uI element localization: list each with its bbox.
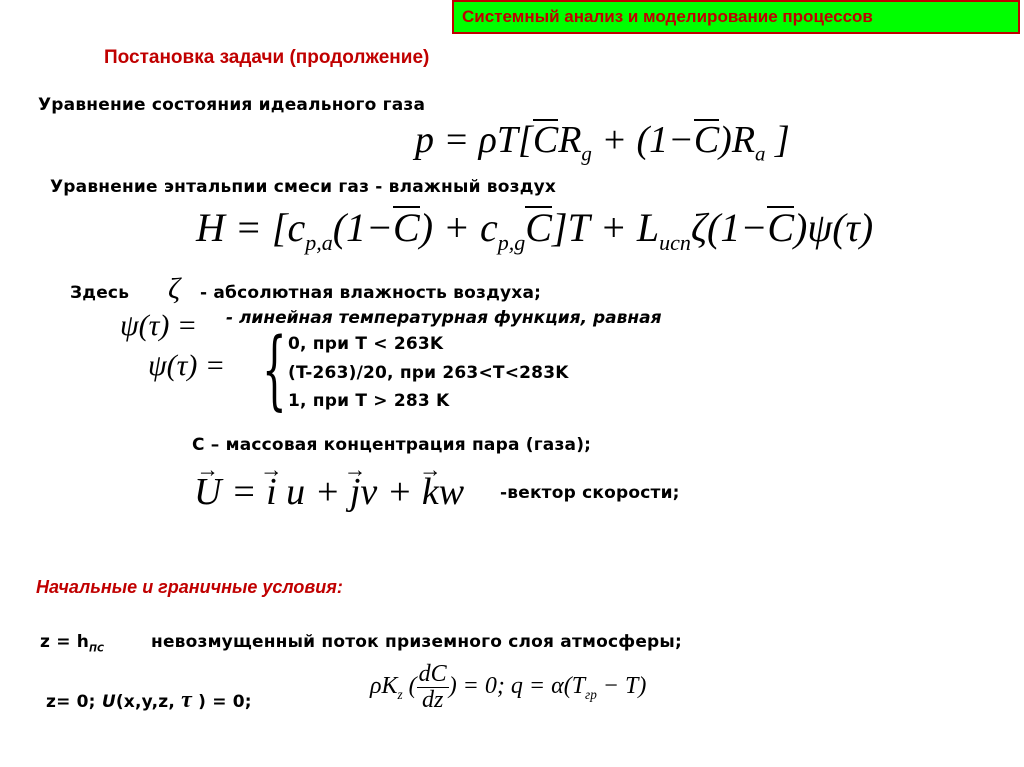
enthalpy-label: Уравнение энтальпии смеси газ - влажный воздух xyxy=(50,177,557,197)
psi-piecewise-lhs: ψ(τ) = xyxy=(148,349,226,382)
ideal-gas-formula: $p = \rho T[CR_g + (1-C)R_a$ ] xyxy=(415,119,790,166)
boundary-formula: $\rho K_z$ ( $\frac{dC}{dz}$ ) = 0; $q = \alpha(T_{гр} - T)$ xyxy=(370,661,647,714)
concentration-description: C – массовая концентрация пара (газа); xyxy=(192,435,592,455)
zeta-symbol: ζ xyxy=(168,272,181,305)
piecewise-case-1: 0, при T < 263K xyxy=(288,334,444,354)
zeta-description: - абсолютная влажность воздуха; xyxy=(200,283,542,303)
ideal-gas-label: Уравнение состояния идеального газа xyxy=(38,95,426,115)
condition-1-lhs: $z = h_{ПС}$ xyxy=(40,632,105,655)
condition-2-lhs: z= 0; U(x,y,z, τ ) = 0; xyxy=(46,687,252,713)
condition-1-text: невозмущенный поток приземного слоя атмосферы; xyxy=(151,632,682,652)
slide-title: Постановка задачи (продолжение) xyxy=(104,47,430,68)
velocity-formula: → U = → i u + → jv + → kw xyxy=(194,470,464,514)
course-title: Системный анализ и моделирование процессов xyxy=(462,7,873,26)
piecewise-case-2: (T-263)/20, при 263<T<283K xyxy=(288,363,569,383)
here-label: Здесь xyxy=(70,283,130,303)
psi-description: - линейная температурная функция, равная xyxy=(226,308,662,328)
piecewise-brace: { xyxy=(262,320,287,420)
piecewise-case-3: 1, при T > 283 K xyxy=(288,391,450,411)
conditions-heading: Начальные и граничные условия: xyxy=(36,577,343,597)
enthalpy-formula: $H = [c_{p,a}(1-C) + c_{p,g}C]T + L_{исп}\zeta(1-C)\psi(\tau)$ xyxy=(196,205,874,255)
velocity-description: -вектор скорости; xyxy=(500,483,680,503)
psi-symbol: ψ(τ) = xyxy=(120,309,198,342)
